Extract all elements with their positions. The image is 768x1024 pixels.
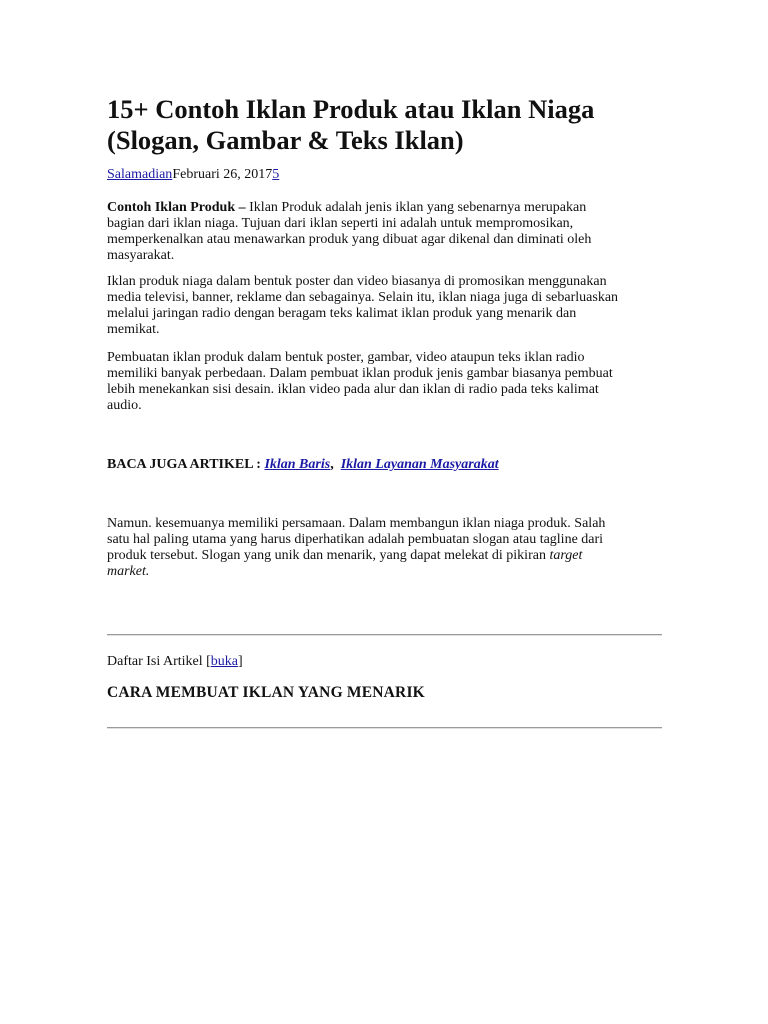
italic-term: market. [107, 564, 150, 579]
article-title [107, 94, 594, 156]
paragraph-line: Pembuatan iklan produk dalam bentuk poster, gambar, video ataupun teks iklan radio [107, 350, 585, 365]
divider [107, 634, 662, 636]
intro-line: memperkenalkan atau menawarkan produk yang dibuat agar dikenal dan diminati oleh [107, 232, 592, 247]
separator: , [330, 457, 341, 472]
author-link[interactable]: Salamadian [107, 167, 173, 182]
paragraph-line: satu hal paling utama yang harus diperhatikan adalah pembuatan slogan atau tagline dari [107, 532, 604, 547]
link-iklan-baris[interactable]: Iklan Baris [264, 457, 331, 472]
paragraph-line: Namun. kesemuanya memiliki persamaan. Dalam membangun iklan niaga produk. Salah [107, 516, 606, 531]
paragraph-line: melalui jaringan radio dengan beragam teks kalimat iklan produk yang menarik dan [107, 306, 577, 321]
post-date: Februari 26, 2017 [172, 167, 273, 182]
paragraph-line: memikat. [107, 322, 160, 337]
paragraph-line: audio. [107, 398, 142, 413]
read-also-label: BACA JUGA ARTIKEL : [107, 457, 265, 472]
read-also [107, 457, 499, 473]
title-line-2: (Slogan, Gambar & Teks Iklan) [107, 125, 464, 155]
toc-bracket: ] [238, 654, 243, 669]
paragraph-line: Iklan produk niaga dalam bentuk poster dan video biasanya di promosikan menggunakan [107, 274, 607, 289]
toc-label: Daftar Isi Artikel [ [107, 654, 211, 669]
intro-line: Iklan Produk adalah jenis iklan yang sebenarnya merupakan [245, 200, 587, 215]
paragraph-3 [107, 350, 613, 414]
paragraph-line: media televisi, banner, reklame dan sebagainya. Selain itu, iklan niaga juga di sebarluaskan [107, 290, 619, 305]
intro-line: masyarakat. [107, 248, 175, 263]
toc-open-link[interactable]: buka [210, 654, 239, 669]
intro-paragraph [107, 200, 591, 264]
article-meta [107, 167, 279, 183]
table-of-contents [107, 654, 243, 670]
italic-term: target [549, 548, 583, 563]
title-line-1: 15+ Contoh Iklan Produk atau Iklan Niaga [107, 94, 595, 124]
paragraph-line: memiliki banyak perbedaan. Dalam pembuat iklan produk jenis gambar biasanya pembuat [107, 366, 613, 381]
paragraph-line: produk tersebut. Slogan yang unik dan menarik, yang dapat melekat di pikiran [107, 548, 550, 563]
paragraph-4 [107, 516, 605, 580]
intro-lead: Contoh Iklan Produk – [107, 200, 246, 215]
paragraph-2 [107, 274, 618, 338]
paragraph-line: lebih menekankan sisi desain. iklan video pada alur dan iklan di radio pada teks kalimat [107, 382, 599, 397]
intro-line: bagian dari iklan niaga. Tujuan dari iklan seperti ini adalah untuk mempromosikan, [107, 216, 574, 231]
section-heading: CARA MEMBUAT IKLAN YANG MENARIK [107, 684, 425, 701]
comments-link[interactable]: 5 [272, 167, 280, 182]
link-iklan-layanan-masyarakat[interactable]: Iklan Layanan Masyarakat [340, 457, 499, 472]
divider [107, 727, 662, 729]
